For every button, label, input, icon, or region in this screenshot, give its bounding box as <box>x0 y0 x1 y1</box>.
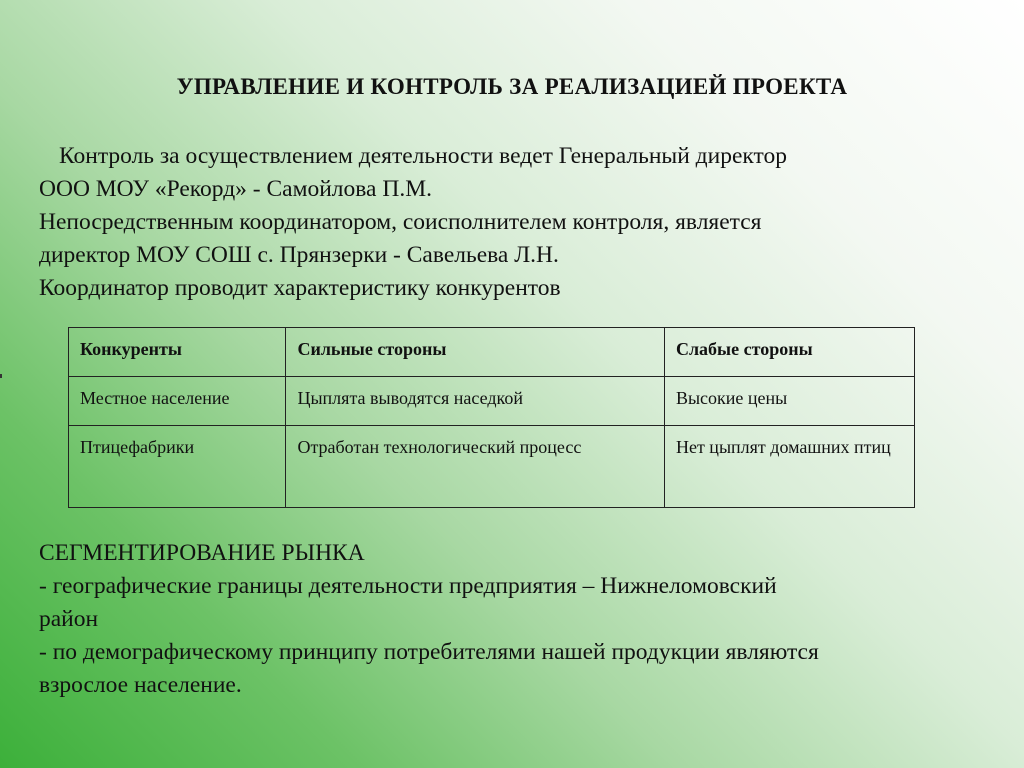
cell-competitor: Местное население <box>69 377 286 426</box>
competitors-table <box>68 327 915 508</box>
segmentation-item-2a: - по демографическому принципу потребителями нашей продукции являются <box>39 639 819 665</box>
header-competitors: Конкуренты <box>69 328 286 377</box>
intro-line-1: Контроль за осуществлением деятельности ведет Генеральный директор <box>59 143 787 169</box>
intro-line-5: Координатор проводит характеристику конкурентов <box>39 275 561 301</box>
cell-strength: Цыплята выводятся наседкой <box>286 377 665 426</box>
edge-mark <box>0 374 2 378</box>
cell-strength: Отработан технологический процесс <box>286 426 665 508</box>
segmentation-item-2b: взрослое население. <box>39 672 242 698</box>
header-strengths: Сильные стороны <box>286 328 665 377</box>
table-row <box>69 377 915 426</box>
table-row <box>69 426 915 508</box>
cell-weakness: Нет цыплят домашних птиц <box>664 426 914 508</box>
header-weaknesses: Слабые стороны <box>664 328 914 377</box>
intro-line-4: директор МОУ СОШ с. Прянзерки - Савельева Л.Н. <box>39 242 559 268</box>
table-header-row <box>69 328 915 377</box>
segmentation-item-1a: - географические границы деятельности предприятия – Нижнеломовский <box>39 573 777 599</box>
segmentation-heading: СЕГМЕНТИРОВАНИЕ РЫНКА <box>39 540 365 566</box>
segmentation-section <box>39 537 999 702</box>
cell-competitor: Птицефабрики <box>69 426 286 508</box>
intro-line-2: ООО МОУ «Рекорд» - Самойлова П.М. <box>39 176 432 202</box>
cell-weakness: Высокие цены <box>664 377 914 426</box>
intro-line-3: Непосредственным координатором, соисполнителем контроля, является <box>39 209 762 235</box>
slide-title: УПРАВЛЕНИЕ И КОНТРОЛЬ ЗА РЕАЛИЗАЦИЕЙ ПРОЕКТА <box>176 74 848 99</box>
segmentation-item-1b: район <box>39 606 99 632</box>
intro-text <box>39 140 999 305</box>
